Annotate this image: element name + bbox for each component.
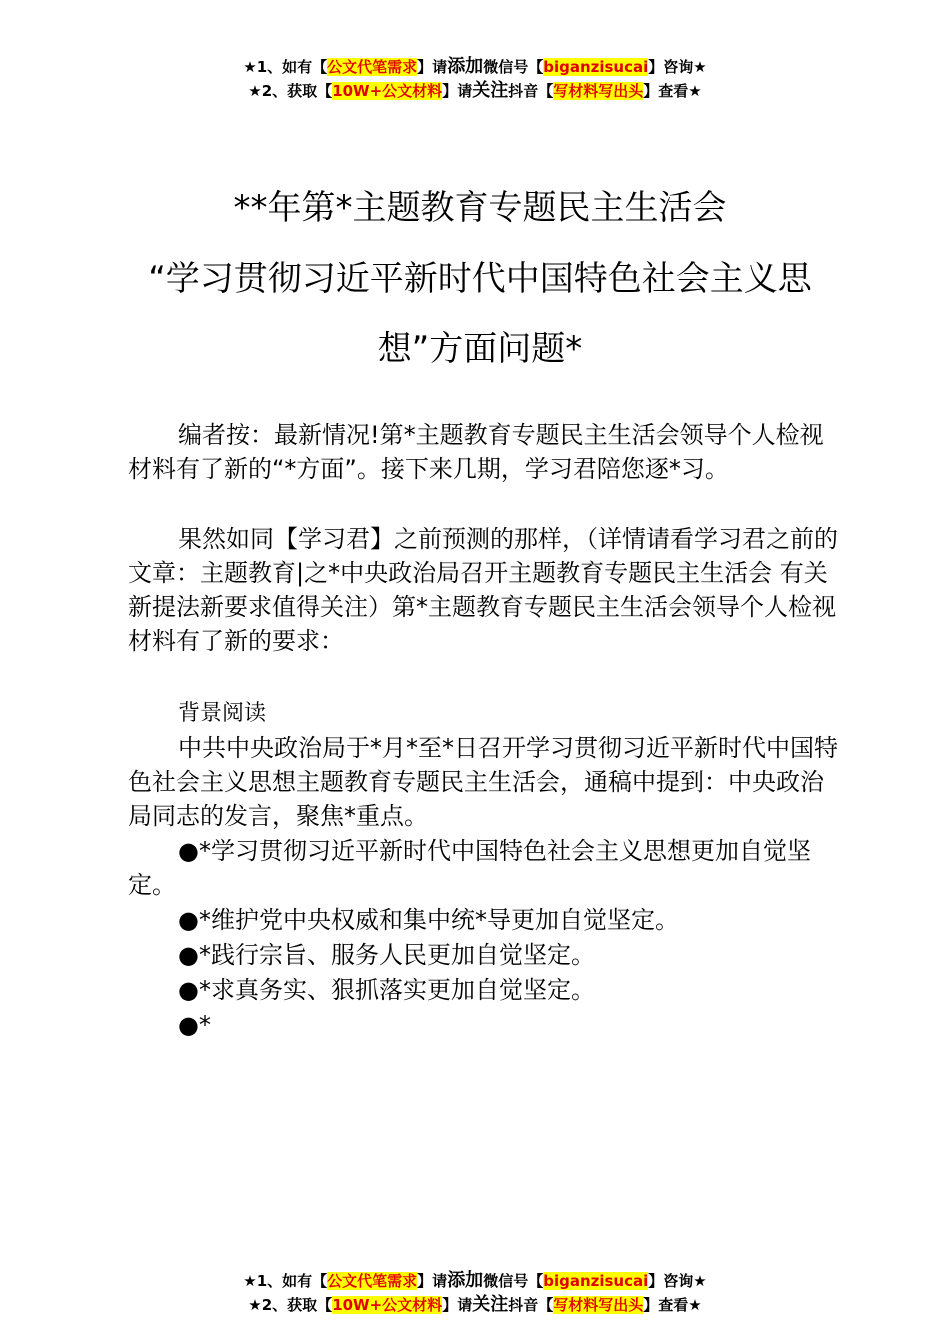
ad-text: 抖音【 (508, 82, 554, 100)
ad-text: ★2、获取【 (248, 82, 333, 100)
page-title-line-2: “学习贯彻习近平新时代中国特色社会主义思 (148, 259, 812, 299)
ad-highlight: biganzisucai (543, 58, 649, 76)
header-ad-line-2 (0, 81, 950, 101)
ad-emphasis: 关注 (472, 1294, 509, 1315)
editor-note: 编者按：最新情况!第*主题教育专题民主生活会领导个人检视材料有了新的“*方面”。接下来几期，学习君陪您逐*习。 (128, 421, 824, 483)
footer-ad-line-2 (0, 1295, 950, 1315)
ad-text: 】请 (417, 58, 448, 76)
header-ad-line-1 (0, 57, 950, 77)
page-title-line-1: **年第*主题教育专题民主生活会 (233, 188, 727, 228)
ad-text: ★2、获取【 (248, 1296, 333, 1314)
ad-emphasis: 添加 (447, 56, 484, 77)
bullet-item-1: ●*学习贯彻习近平新时代中国特色社会主义思想更加自觉坚定。 (128, 837, 811, 899)
ad-highlight: 10W+公文材料 (332, 82, 443, 100)
bullet-item-4: ●*求真务实、狠抓落实更加自觉坚定。 (178, 976, 595, 1004)
ad-text: 】咨询★ (648, 58, 707, 76)
page-title-line-3: 想”方面问题* (377, 329, 583, 369)
ad-highlight: 公文代笔需求 (327, 1272, 418, 1290)
ad-text: 】查看★ (643, 82, 702, 100)
ad-text: 微信号【 (483, 58, 544, 76)
ad-highlight: 写材料写出头 (553, 82, 644, 100)
footer-ad-line-1 (0, 1271, 950, 1291)
ad-text: 微信号【 (483, 1272, 544, 1290)
ad-text: 】查看★ (643, 1296, 702, 1314)
ad-text: 】咨询★ (648, 1272, 707, 1290)
ad-emphasis: 添加 (447, 1270, 484, 1291)
body-paragraph-2: 果然如同【学习君】之前预测的那样，（详情请看学习君之前的文章：主题教育|之*中央政治局召开主题教育专题民主生活会 有关新提法新要求值得关注）第*主题教育专题民主生活会领导个人检视材料有了新的要求： (128, 525, 838, 655)
bullet-item-5: ●* (178, 1011, 211, 1039)
background-heading: 背景阅读 (178, 701, 267, 726)
ad-text: 抖音【 (508, 1296, 554, 1314)
ad-highlight: 写材料写出头 (553, 1296, 644, 1314)
ad-highlight: 10W+公文材料 (332, 1296, 443, 1314)
bullet-item-2: ●*维护党中央权威和集中统*导更加自觉坚定。 (178, 906, 679, 934)
ad-text: 】请 (417, 1272, 448, 1290)
body-paragraph-3: 中共中央政治局于*月*至*日召开学习贯彻习近平新时代中国特色社会主义思想主题教育专题民主生活会，通稿中提到：中央政治局同志的发言，聚焦*重点。 (128, 734, 838, 830)
ad-highlight: biganzisucai (543, 1272, 649, 1290)
ad-text: 】请 (442, 82, 473, 100)
bullet-item-3: ●*践行宗旨、服务人民更加自觉坚定。 (178, 941, 595, 969)
ad-emphasis: 关注 (472, 80, 509, 101)
ad-highlight: 公文代笔需求 (327, 58, 418, 76)
ad-text: 】请 (442, 1296, 473, 1314)
ad-text: ★1、如有【 (243, 1272, 328, 1290)
ad-text: ★1、如有【 (243, 58, 328, 76)
